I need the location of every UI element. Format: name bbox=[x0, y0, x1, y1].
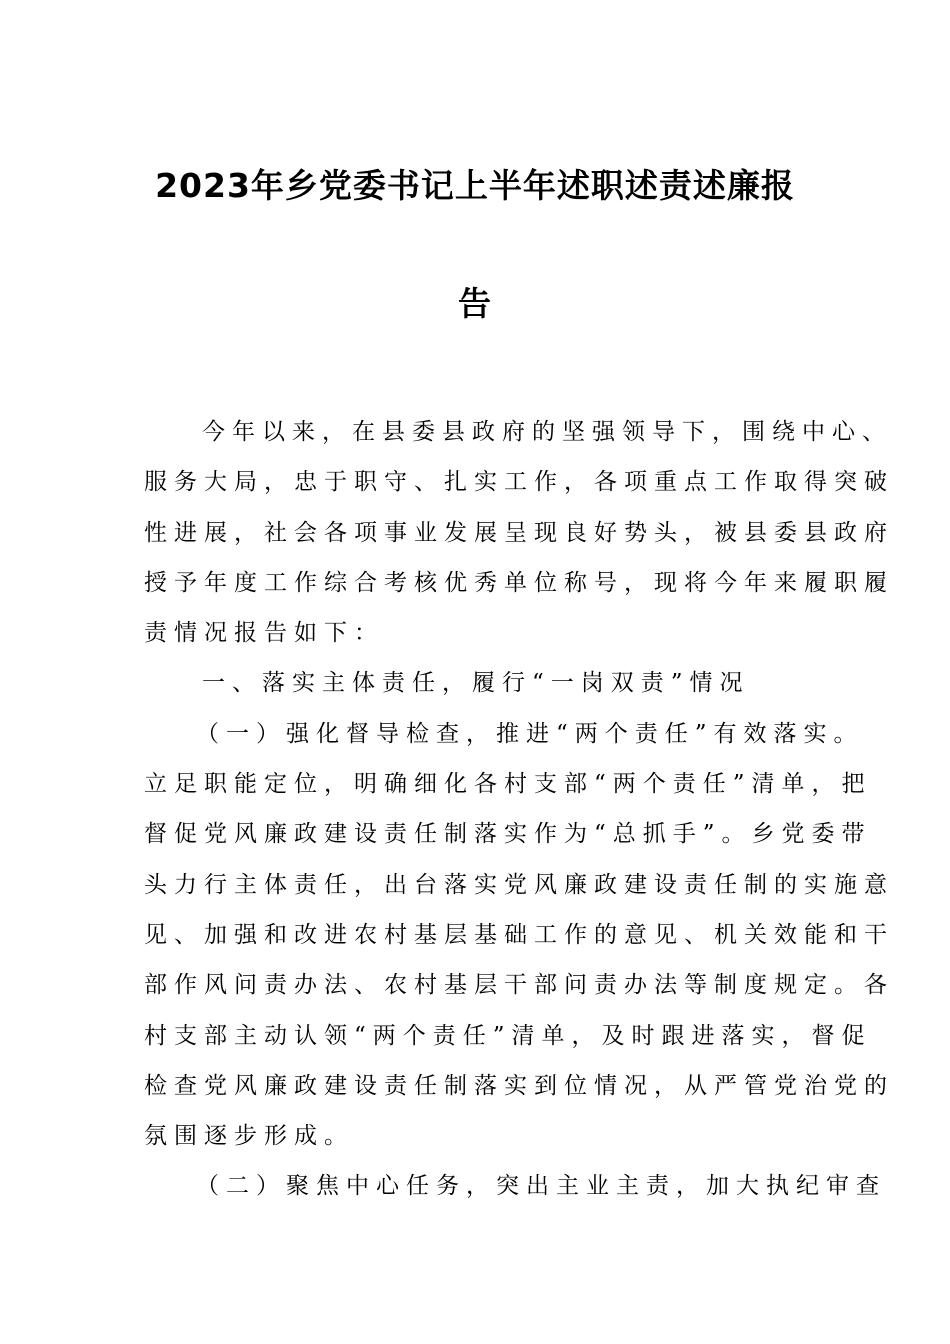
paragraph-line: 头力行主体责任，出台落实党风廉政建设责任制的实施意 bbox=[144, 871, 894, 898]
document-title-continued: 告 bbox=[458, 284, 492, 323]
section-heading: 一、落实主体责任，履行“一岗双责”情况 bbox=[202, 670, 750, 697]
subsection-heading: （一）强化督导检查，推进“两个责任”有效落实。 bbox=[196, 720, 864, 747]
paragraph-line: 部作风问责办法、农村基层干部问责办法等制度规定。各 bbox=[144, 972, 894, 999]
paragraph-line: 立足职能定位，明确细化各村支部“两个责任”清单，把 bbox=[144, 771, 872, 798]
paragraph-line: 责情况报告如下： bbox=[144, 620, 384, 647]
paragraph-line: 检查党风廉政建设责任制落实到位情况，从严管党治党的 bbox=[144, 1072, 894, 1099]
document-title: 2023年乡党委书记上半年述职述责述廉报 bbox=[155, 166, 795, 205]
paragraph-line: 授予年度工作综合考核优秀单位称号，现将今年来履职履 bbox=[144, 569, 894, 596]
subsection-heading: （二）聚焦中心任务，突出主业主责，加大执纪审查 bbox=[196, 1173, 886, 1200]
paragraph-line: 氛围逐步形成。 bbox=[144, 1123, 354, 1150]
paragraph-line: 督促党风廉政建设责任制落实作为“总抓手”。乡党委带 bbox=[144, 821, 872, 848]
paragraph-line: 性进展，社会各项事业发展呈现良好势头，被县委县政府 bbox=[144, 519, 894, 546]
paragraph-line: 村支部主动认领“两个责任”清单，及时跟进落实，督促 bbox=[144, 1022, 872, 1049]
paragraph-line: 服务大局，忠于职守、扎实工作，各项重点工作取得突破 bbox=[144, 469, 894, 496]
paragraph-line: 见、加强和改进农村基层基础工作的意见、机关效能和干 bbox=[144, 921, 894, 948]
document-body bbox=[144, 407, 894, 1212]
paragraph-line: 今年以来，在县委县政府的坚强领导下，围绕中心、 bbox=[202, 419, 892, 445]
